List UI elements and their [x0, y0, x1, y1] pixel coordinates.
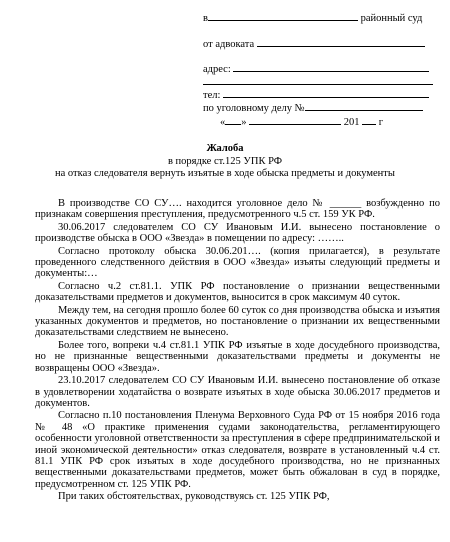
date-line	[220, 114, 450, 129]
court-suffix: районный суд	[360, 13, 423, 24]
date-open-quote: «	[220, 117, 226, 128]
from-label: от адвоката	[203, 39, 255, 50]
complaint-body	[35, 198, 440, 503]
date-year-suffix: г	[378, 117, 384, 128]
paragraph-2: 30.06.2017 следователем СО СУ Ивановым И.И. вынесено постановление о производстве обыска в ООО «Звезда» в помещении по адресу: ……..	[35, 221, 440, 245]
case-number-blank	[305, 100, 423, 111]
court-line	[203, 10, 435, 25]
document-title	[0, 143, 450, 181]
case-label: по уголовному делу №	[203, 103, 305, 114]
court-prefix: в	[203, 13, 208, 24]
phone-blank	[223, 87, 429, 98]
lawyer-name-blank	[257, 36, 425, 47]
phone-label: тел:	[203, 90, 221, 101]
date-year-prefix: 201	[343, 117, 360, 128]
address-blank-2	[203, 74, 433, 85]
paragraph-8: Согласно п.10 постановления Пленума Верховного Суда РФ от 15 ноября 2016 года № 48 «О практике применения судами законодательства, регламентирующего особенности уголовной ответственности за преступления в сфере предпринимательской и иной экономической деятельности» отказ следователя, возврате в установленный ч.4 ст. 81.1 УПК РФ срок изъятых в ходе досудебного производства, но не признанных вещественными доказательствами предметов, может быть обжалован в суд в порядке, предусмотренном ст. 125 УПК РФ.	[35, 410, 440, 490]
address-label: адрес:	[203, 64, 231, 75]
title-subheading: в порядке ст.125 УПК РФ	[167, 155, 283, 167]
court-name-blank	[208, 10, 358, 21]
date-close-quote: »	[241, 117, 247, 128]
paragraph-3: Согласно протоколу обыска 30.06.201…. (копия прилагается), в результате проведенного следственного действия в ООО «Звезда» изъяты следующий предметы и документы:…	[35, 245, 440, 280]
paragraph-9: При таких обстоятельствах, руководствуясь ст. 125 УПК РФ,	[58, 491, 330, 503]
case-line	[203, 100, 435, 115]
date-month-blank	[249, 114, 341, 125]
date-day-blank	[225, 114, 241, 125]
title-subject: на отказ следователя вернуть изъятые в ходе обыска предметы и документы	[55, 168, 395, 179]
from-line	[203, 36, 435, 51]
date-year-blank	[362, 114, 376, 125]
paragraph-5: Между тем, на сегодня прошло более 60 суток со дня производства обыска и изъятия указанных документов и предметов, но постановление о признании их вещественными доказательствами следствием не вынесено.	[35, 304, 440, 339]
paragraph-1: В производстве СО СУ…. находится уголовное дело № ______ возбужденно по признакам совершения преступления, предусмотренного ч.5 ст. 159 УК РФ.	[35, 198, 440, 221]
address-blank	[233, 61, 429, 72]
paragraph-7: 23.10.2017 следователем СО СУ Ивановым И.И. вынесено постановление об отказе в удовлетворении ходатайства о возврате изъятых в ходе обыска 30.06.2017 предметов и документов.	[35, 375, 440, 409]
title-heading: Жалоба	[206, 143, 244, 154]
paragraph-6: Более того, вопреки ч.4 ст.81.1 УПК РФ изъятые в ходе досудебного производства, но не признанные вещественными доказательствами предметы и документы не возвращены ООО «Звезда».	[35, 339, 440, 374]
paragraph-4: Согласно ч.2 ст.81.1. УПК РФ постановление о признании вещественными доказательствами предметов и документов, выносится в срок максимум 40 суток.	[35, 280, 440, 304]
